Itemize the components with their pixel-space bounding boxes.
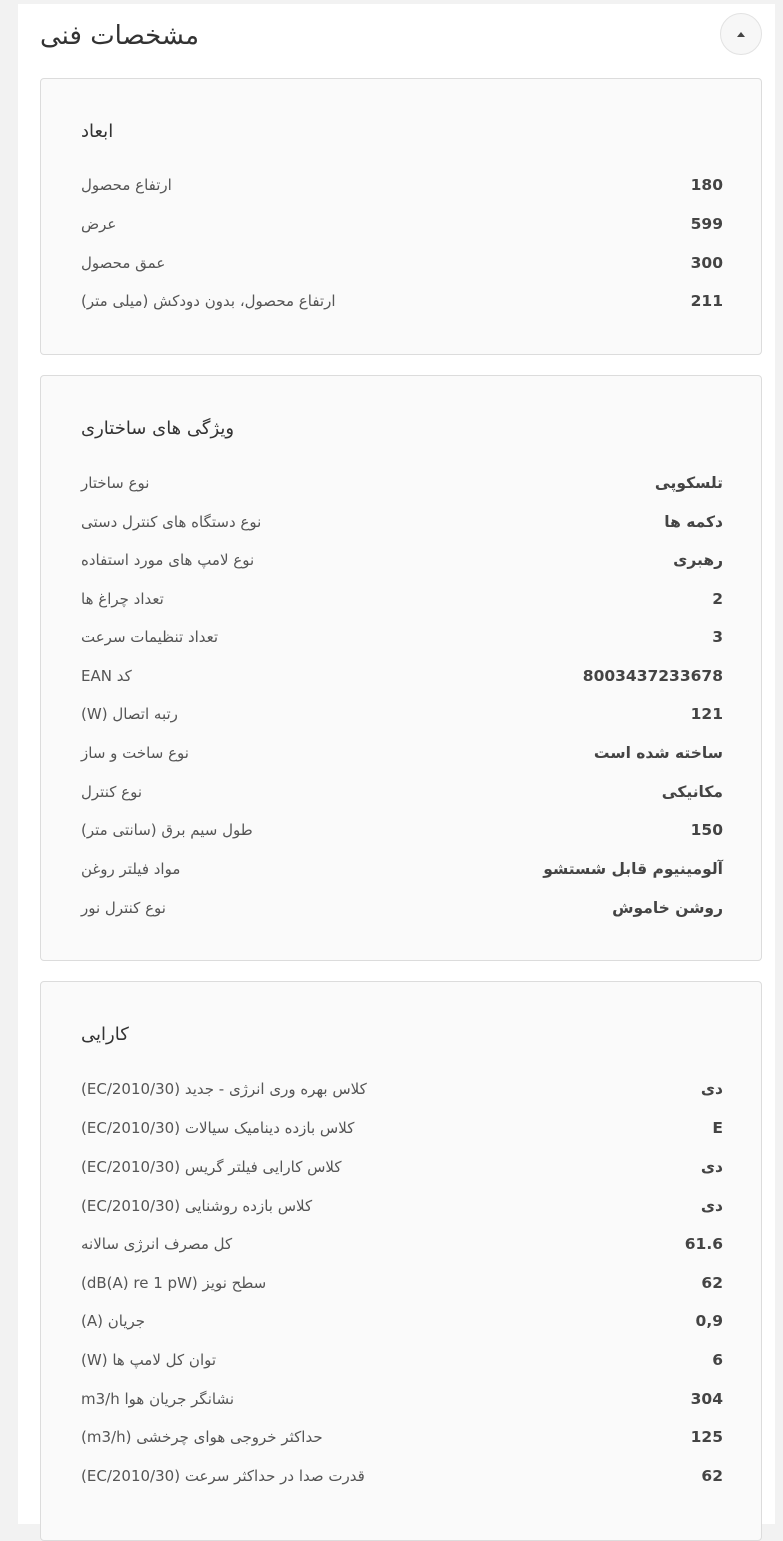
spec-label: تعداد تنظیمات سرعت — [81, 628, 219, 646]
spec-row — [81, 1194, 723, 1220]
spec-row — [81, 896, 723, 922]
spec-value: 211 — [690, 292, 723, 310]
spec-row — [81, 1464, 723, 1490]
spec-row — [81, 818, 723, 844]
spec-label: نوع کنترل — [81, 783, 143, 801]
spec-row — [81, 702, 723, 728]
spec-row — [81, 548, 723, 574]
spec-value: 150 — [690, 821, 723, 839]
spec-label: طول سیم برق (سانتی متر) — [81, 821, 253, 839]
spec-label: ارتفاع محصول — [81, 176, 172, 194]
spec-value: 599 — [690, 215, 723, 233]
spec-row — [81, 1425, 723, 1451]
spec-label: حداکثر خروجی هوای چرخشی (m3/h) — [81, 1428, 323, 1446]
spec-value: 6 — [712, 1351, 723, 1369]
spec-value: آلومینیوم قابل شستشو — [543, 860, 723, 878]
spec-value: ساخته شده است — [593, 744, 723, 762]
spec-value: 180 — [690, 176, 723, 194]
spec-value: 61.6 — [684, 1235, 723, 1253]
section-structural-features — [40, 375, 762, 961]
spec-label: نوع ساخت و ساز — [81, 744, 189, 762]
spec-label: ارتفاع محصول، بدون دودکش (میلی متر) — [81, 292, 336, 310]
spec-label: رتبه اتصال (W) — [81, 705, 178, 723]
spec-label: نوع لامپ های مورد استفاده — [81, 551, 255, 569]
spec-label: قدرت صدا در حداکثر سرعت (2010/30/EC) — [81, 1467, 365, 1485]
chevron-up-icon — [737, 32, 745, 37]
section-title: کارایی — [81, 1024, 129, 1045]
spec-value: دکمه ها — [664, 513, 723, 531]
spec-row — [81, 1309, 723, 1335]
spec-value: دی — [700, 1080, 723, 1098]
spec-label: سطح نویز (dB(A) re 1 pW) — [81, 1274, 267, 1292]
spec-value: تلسکوپی — [654, 474, 723, 492]
spec-label: کل مصرف انرژی سالانه — [81, 1235, 233, 1253]
spec-label: نوع کنترل نور — [81, 899, 166, 917]
spec-value: 2 — [712, 590, 723, 608]
spec-value: 300 — [690, 254, 723, 272]
spec-value: دی — [700, 1197, 723, 1215]
spec-row — [81, 1155, 723, 1181]
spec-value: 3 — [712, 628, 723, 646]
spec-label: کد EAN — [81, 667, 132, 685]
spec-row — [81, 173, 723, 199]
section-title: ابعاد — [81, 121, 114, 142]
spec-row — [81, 1387, 723, 1413]
collapse-button[interactable] — [720, 13, 762, 55]
spec-row — [81, 857, 723, 883]
spec-row — [81, 1348, 723, 1374]
spec-row — [81, 212, 723, 238]
spec-label: نشانگر جریان هوا m3/h — [81, 1390, 235, 1408]
spec-row — [81, 289, 723, 315]
spec-value: 125 — [690, 1428, 723, 1446]
spec-value: 62 — [701, 1467, 723, 1485]
spec-label: نوع ساختار — [81, 474, 150, 492]
section-dimensions — [40, 78, 762, 355]
spec-label: کلاس بازده روشنایی (2010/30/EC) — [81, 1197, 313, 1215]
spec-row — [81, 471, 723, 497]
page-title: مشخصات فنی — [40, 21, 200, 51]
spec-value: روشن خاموش — [612, 899, 723, 917]
spec-value: 0,9 — [695, 1312, 723, 1330]
spec-value: مکانیکی — [661, 783, 723, 801]
spec-label: تعداد چراغ ها — [81, 590, 164, 608]
spec-label: توان کل لامپ ها (W) — [81, 1351, 217, 1369]
spec-value: 121 — [690, 705, 723, 723]
spec-row — [81, 625, 723, 651]
spec-label: جریان (A) — [81, 1312, 146, 1330]
spec-row — [81, 1271, 723, 1297]
spec-value: رهبری — [673, 551, 723, 569]
spec-row — [81, 780, 723, 806]
spec-label: مواد فیلتر روغن — [81, 860, 181, 878]
technical-specs-panel — [18, 4, 775, 1524]
spec-row — [81, 1116, 723, 1142]
spec-row — [81, 1077, 723, 1103]
spec-label: کلاس بهره وری انرژی - جدید (2010/30/EC) — [81, 1080, 367, 1098]
spec-row — [81, 664, 723, 690]
spec-row — [81, 510, 723, 536]
spec-value: 8003437233678 — [582, 667, 723, 685]
section-performance — [40, 981, 762, 1541]
spec-row — [81, 251, 723, 277]
spec-value: 62 — [701, 1274, 723, 1292]
panel-header — [18, 4, 775, 78]
spec-value: دی — [700, 1158, 723, 1176]
spec-label: کلاس بازده دینامیک سیالات (2010/30/EC) — [81, 1119, 355, 1137]
spec-row — [81, 741, 723, 767]
spec-row — [81, 587, 723, 613]
spec-label: نوع دستگاه های کنترل دستی — [81, 513, 262, 531]
spec-row — [81, 1232, 723, 1258]
spec-label: عمق محصول — [81, 254, 166, 272]
spec-value: E — [712, 1119, 723, 1137]
spec-label: عرض — [81, 215, 117, 233]
spec-label: کلاس کارایی فیلتر گریس (2010/30/EC) — [81, 1158, 342, 1176]
section-title: ویژگی های ساختاری — [81, 418, 235, 439]
spec-value: 304 — [690, 1390, 723, 1408]
